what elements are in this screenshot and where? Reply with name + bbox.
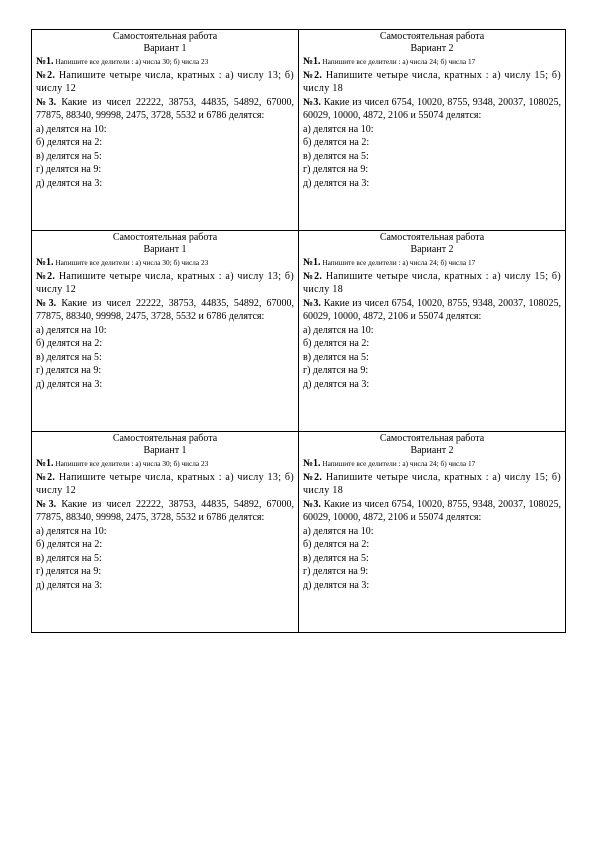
task-text: Напишите все делители : а) числа 24; б) числа 17	[322, 459, 476, 468]
task-text: Напишите все делители : а) числа 30; б) числа 23	[55, 459, 209, 468]
card-variant-label: Вариант 2	[410, 445, 454, 456]
task-text: Напишите четыре числа, кратных : а) числу 13; б) числу 12	[36, 471, 294, 496]
task-number: №3.	[36, 96, 57, 108]
worksheet-row	[32, 231, 566, 432]
card-title: Самостоятельная работа	[112, 31, 218, 42]
answer-line: д) делятся на 3:	[36, 579, 103, 591]
answer-line: б) делятся на 2:	[36, 137, 103, 148]
card-variant-1	[32, 231, 299, 432]
answer-line: г) делятся на 9:	[36, 566, 102, 577]
answer-line: г) делятся на 9:	[303, 164, 369, 175]
task-number: №3.	[303, 297, 321, 309]
answer-line: а) делятся на 10:	[36, 123, 107, 135]
card-title: Самостоятельная работа	[112, 433, 218, 444]
card-variant-label: Вариант 1	[143, 244, 187, 255]
task-1	[36, 55, 294, 69]
answer-line: в) делятся на 5:	[303, 351, 369, 363]
task-3	[303, 498, 561, 525]
answer-line: а) делятся на 10:	[303, 324, 374, 336]
worksheet-row	[32, 30, 566, 231]
card-variant-1	[32, 432, 299, 633]
task-number: №2.	[36, 471, 56, 483]
task-number: №1.	[36, 56, 54, 67]
task-2	[303, 270, 561, 297]
task-text: Напишите четыре числа, кратных : а) числу 13; б) числу 12	[36, 69, 294, 94]
answer-line: б) делятся на 2:	[303, 137, 370, 148]
task-number: №1.	[303, 56, 321, 67]
task-number: №2.	[303, 471, 323, 483]
card-variant-2	[299, 231, 566, 432]
answer-line: а) делятся на 10:	[36, 324, 107, 336]
answer-line: в) делятся на 5:	[303, 552, 369, 564]
task-text: Какие из чисел 22222, 38753, 44835, 54892, 67000, 77875, 88340, 99998, 2475, 3728, 5532 и 6786 делятся:	[36, 498, 295, 523]
card-variant-label: Вариант 1	[143, 445, 187, 456]
card-title: Самостоятельная работа	[379, 31, 485, 42]
card-title: Самостоятельная работа	[112, 232, 218, 243]
answer-line: б) делятся на 2:	[36, 338, 103, 349]
task-number: №3.	[36, 297, 57, 309]
card-variant-label: Вариант 2	[410, 43, 454, 54]
answer-line: г) делятся на 9:	[303, 365, 369, 376]
answer-line: а) делятся на 10:	[303, 525, 374, 537]
answer-line: б) делятся на 2:	[36, 539, 103, 550]
answer-line: д) делятся на 3:	[36, 177, 103, 189]
task-number: №3.	[303, 498, 321, 510]
task-1	[36, 256, 294, 270]
task-2	[303, 471, 561, 498]
answer-line: а) делятся на 10:	[303, 123, 374, 135]
task-3	[303, 297, 561, 324]
worksheet-row	[32, 432, 566, 633]
task-text: Какие из чисел 22222, 38753, 44835, 54892, 67000, 77875, 88340, 99998, 2475, 3728, 5532 и 6786 делятся:	[36, 96, 295, 121]
card-title: Самостоятельная работа	[379, 232, 485, 243]
task-text: Какие из чисел 6754, 10020, 8755, 9348, 20037, 108025, 60029, 10000, 4872, 2106 и 55074 делятся:	[303, 297, 562, 322]
task-number: №2.	[303, 270, 323, 282]
answer-line: д) делятся на 3:	[303, 378, 370, 390]
task-text: Напишите все делители : а) числа 30; б) числа 23	[55, 57, 209, 66]
answer-line: д) делятся на 3:	[303, 579, 370, 591]
task-number: №1.	[36, 458, 54, 469]
answer-line: б) делятся на 2:	[303, 338, 370, 349]
task-number: №2.	[36, 69, 56, 81]
task-text: Напишите четыре числа, кратных : а) числу 15; б) числу 18	[303, 471, 561, 496]
card-variant-label: Вариант 1	[143, 43, 187, 54]
task-1	[303, 256, 561, 270]
answer-line: д) делятся на 3:	[303, 177, 370, 189]
answer-line: а) делятся на 10:	[36, 525, 107, 537]
card-title: Самостоятельная работа	[379, 433, 485, 444]
task-text: Напишите четыре числа, кратных : а) числу 15; б) числу 18	[303, 270, 561, 295]
task-3	[303, 96, 561, 123]
answer-line: г) делятся на 9:	[36, 365, 102, 376]
task-2	[303, 69, 561, 96]
card-variant-2	[299, 432, 566, 633]
task-text: Напишите четыре числа, кратных : а) числу 13; б) числу 12	[36, 270, 294, 295]
card-variant-label: Вариант 2	[410, 244, 454, 255]
task-1	[303, 457, 561, 471]
task-number: №2.	[303, 69, 323, 81]
task-1	[303, 55, 561, 69]
task-number: №2.	[36, 270, 56, 282]
task-text: Какие из чисел 22222, 38753, 44835, 54892, 67000, 77875, 88340, 99998, 2475, 3728, 5532 и 6786 делятся:	[36, 297, 295, 322]
task-3	[36, 96, 294, 123]
task-2	[36, 69, 294, 96]
answer-line: б) делятся на 2:	[303, 539, 370, 550]
task-number: №3.	[36, 498, 57, 510]
task-text: Какие из чисел 6754, 10020, 8755, 9348, 20037, 108025, 60029, 10000, 4872, 2106 и 55074 делятся:	[303, 498, 562, 523]
task-text: Напишите все делители : а) числа 24; б) числа 17	[322, 258, 476, 267]
card-variant-2	[299, 30, 566, 231]
task-text: Напишите все делители : а) числа 24; б) числа 17	[322, 57, 476, 66]
answer-line: в) делятся на 5:	[36, 351, 102, 363]
answer-line: в) делятся на 5:	[36, 150, 102, 162]
task-3	[36, 297, 294, 324]
answer-line: в) делятся на 5:	[303, 150, 369, 162]
task-2	[36, 270, 294, 297]
task-text: Напишите все делители : а) числа 30; б) числа 23	[55, 258, 209, 267]
task-number: №1.	[303, 257, 321, 268]
task-number: №3.	[303, 96, 321, 108]
task-1	[36, 457, 294, 471]
answer-line: д) делятся на 3:	[36, 378, 103, 390]
task-text: Напишите четыре числа, кратных : а) числу 15; б) числу 18	[303, 69, 561, 94]
task-3	[36, 498, 294, 525]
card-variant-1	[32, 30, 299, 231]
task-2	[36, 471, 294, 498]
task-number: №1.	[36, 257, 54, 268]
answer-line: г) делятся на 9:	[303, 566, 369, 577]
answer-line: в) делятся на 5:	[36, 552, 102, 564]
answer-line: г) делятся на 9:	[36, 164, 102, 175]
worksheet-grid	[31, 29, 566, 633]
task-text: Какие из чисел 6754, 10020, 8755, 9348, 20037, 108025, 60029, 10000, 4872, 2106 и 55074 делятся:	[303, 96, 562, 121]
task-number: №1.	[303, 458, 321, 469]
